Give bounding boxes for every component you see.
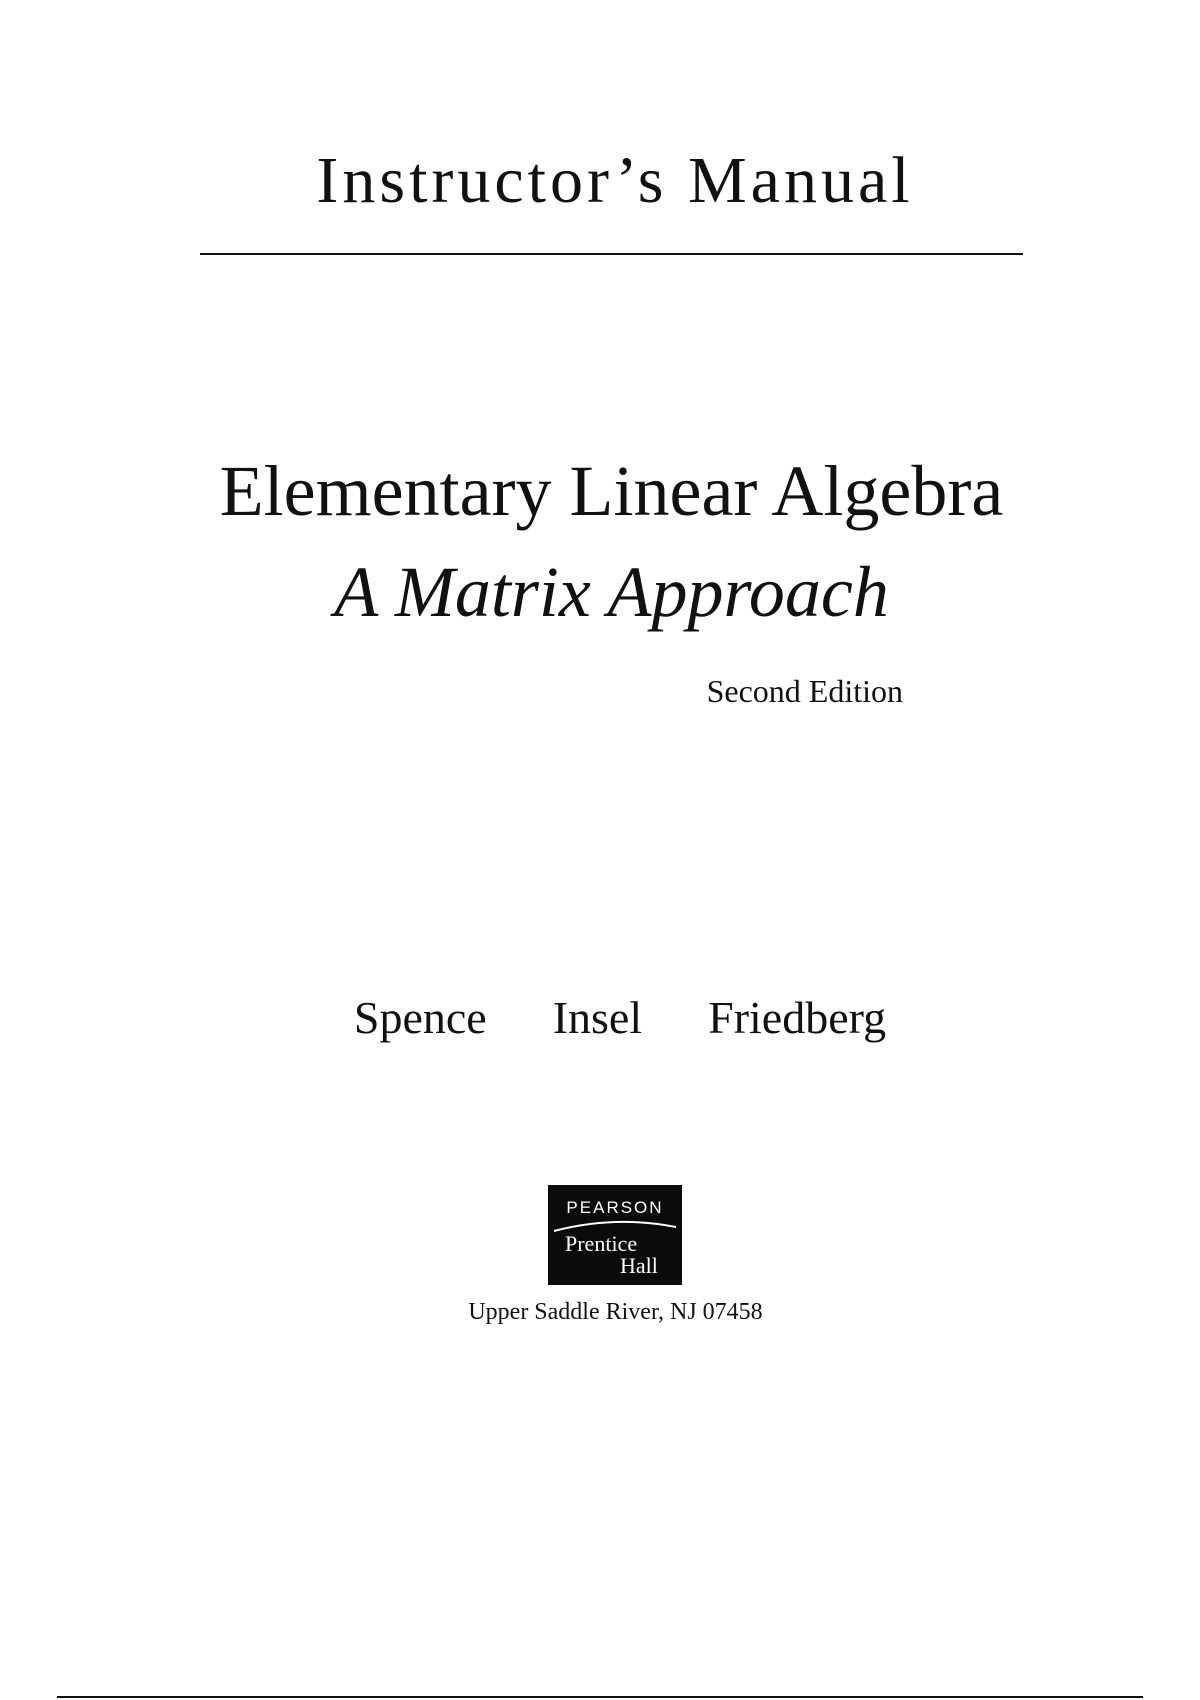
footer-divider xyxy=(57,1696,1143,1698)
book-title: Elementary Linear Algebra xyxy=(219,451,1004,531)
logo-wordmark: PEARSON xyxy=(566,1198,664,1217)
publisher-logo xyxy=(548,1185,682,1285)
title-divider xyxy=(200,253,1023,255)
author-name: Spence xyxy=(353,992,487,1043)
book-subtitle: A Matrix Approach xyxy=(334,552,889,632)
edition-label: Second Edition xyxy=(706,673,903,709)
logo-text-prentice: Prentice xyxy=(565,1231,638,1256)
manual-title: Instructor’s Manual xyxy=(316,144,914,217)
publisher-address: Upper Saddle River, NJ 07458 xyxy=(468,1299,763,1325)
logo-text-hall: Hall xyxy=(620,1253,658,1278)
author-name: Insel xyxy=(552,992,643,1043)
author-name: Friedberg xyxy=(708,992,887,1043)
author-list xyxy=(0,992,1200,1043)
